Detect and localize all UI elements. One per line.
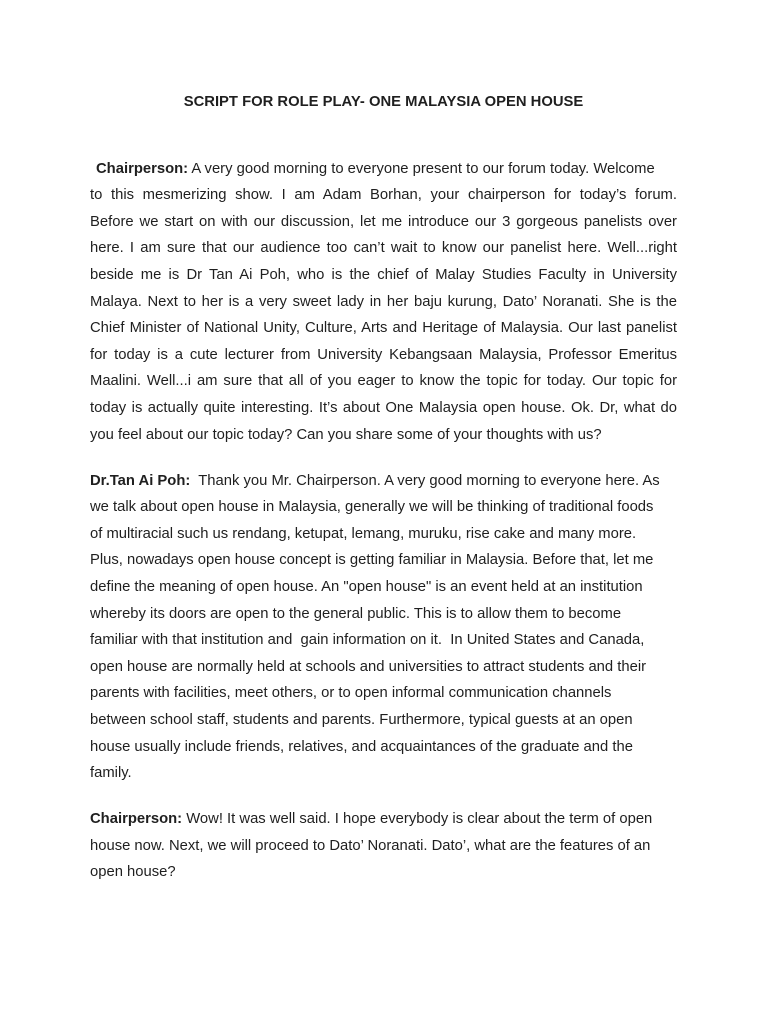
paragraph-line: Plus, nowadays open house concept is getting familiar in Malaysia. Before that, let me [90,552,654,569]
paragraph-line: you feel about our topic today? Can you share some of your thoughts with us? [90,426,602,443]
paragraph-line: parents with facilities, meet others, or to open informal communication channels [90,685,612,702]
line-text: A very good morning to everyone present to our forum today. Welcome [191,160,655,177]
paragraph-line: of multiracial such us rendang, ketupat, lemang, muruku, rise cake and many more. [90,525,637,542]
paragraph-line [90,156,677,183]
paragraph-line: open house? [90,864,176,881]
paragraph-line [90,806,677,833]
paragraph-line: Maalini. Well...i am sure that all of you eager to know the topic for today. Our topic for [90,373,677,390]
paragraph-line: family. [90,765,132,782]
dialogue-paragraph-dr-tan [90,468,677,787]
paragraph-line: open house are normally held at schools and universities to attract students and their [90,658,647,675]
paragraph-line: familiar with that institution and gain information on it. In United States and Canada, [90,632,645,649]
paragraph-line: to this mesmerizing show. I am Adam Borhan, your chairperson for today’s forum. [90,187,677,204]
paragraph-line [90,468,677,495]
speaker-label: Chairperson: [90,811,183,828]
document-body [90,89,677,886]
dialogue-paragraph-chairperson-followup [90,806,677,886]
paragraph-line: here. I am sure that our audience too can’t wait to know our panelist here. Well...right [90,240,677,257]
paragraph-line: house usually include friends, relatives, and acquaintances of the graduate and the [90,738,633,755]
paragraph-line: Before we start on with our discussion, let me introduce our 3 gorgeous panelists over [90,213,677,230]
paragraph-line: for today is a cute lecturer from University Kebangsaan Malaysia, Professor Emeritus [90,346,677,363]
paragraph-line: beside me is Dr Tan Ai Poh, who is the chief of Malay Studies Faculty in University [90,266,677,283]
paragraph-line: Chief Minister of National Unity, Culture, Arts and Heritage of Malaysia. Our last panelist [90,320,677,337]
document-title: SCRIPT FOR ROLE PLAY- ONE MALAYSIA OPEN HOUSE [183,94,584,110]
paragraph-line: whereby its doors are open to the general public. This is to allow them to become [90,605,622,622]
dialogue-paragraph-chairperson-intro [90,156,677,449]
paragraph-line: house now. Next, we will proceed to Dato’ Noranati. Dato’, what are the features of an [90,837,651,854]
paragraph-line: Malaya. Next to her is a very sweet lady in her baju kurung, Dato’ Noranati. She is the [90,293,677,310]
paragraph-line: today is actually quite interesting. It’s about One Malaysia open house. Ok. Dr, what do [90,399,677,416]
line-text: Thank you Mr. Chairperson. A very good morning to everyone here. As [198,472,660,489]
line-text: Wow! It was well said. I hope everybody is clear about the term of open [186,811,653,828]
paragraph-line: define the meaning of open house. An "open house" is an event held at an institution [90,579,643,595]
speaker-label: Chairperson: [96,160,189,177]
paragraph-line: between school staff, students and parents. Furthermore, typical guests at an open [90,711,633,728]
speaker-label: Dr.Tan Ai Poh: [90,472,191,489]
paragraph-line: we talk about open house in Malaysia, generally we will be thinking of traditional foods [90,499,654,516]
